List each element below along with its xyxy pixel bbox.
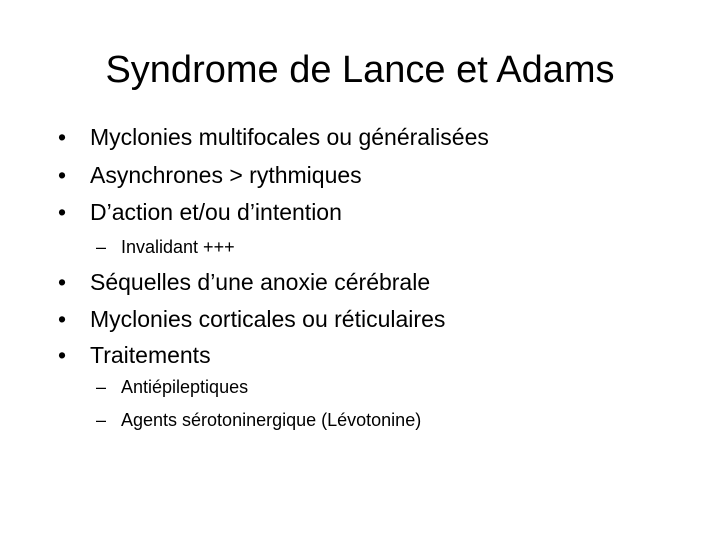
bullet-text: D’action et/ou d’intention <box>90 199 342 225</box>
bullet-marker: • <box>58 124 67 150</box>
sub-bullet-marker: – <box>96 410 107 430</box>
bullet-text: Asynchrones > rythmiques <box>90 162 362 188</box>
sub-bullet-text: Agents sérotoninergique (Lévotonine) <box>121 410 422 430</box>
bullet-marker: • <box>58 199 67 225</box>
sub-bullet-marker: – <box>96 237 107 257</box>
bullet-text: Myclonies multifocales ou généralisées <box>90 124 489 150</box>
sub-bullet-marker: – <box>96 377 107 397</box>
bullet-marker: • <box>58 269 67 295</box>
bullet-marker: • <box>58 162 67 188</box>
bullet-marker: • <box>58 342 67 368</box>
bullet-text: Myclonies corticales ou réticulaires <box>90 306 446 332</box>
bullet-text: Séquelles d’une anoxie cérébrale <box>90 269 431 295</box>
bullet-marker: • <box>58 306 67 332</box>
sub-bullet-text: Invalidant +++ <box>121 237 235 257</box>
bullet-text: Traitements <box>90 342 211 368</box>
sub-bullet-text: Antiépileptiques <box>121 377 249 397</box>
slide-title: Syndrome de Lance et Adams <box>105 49 615 91</box>
